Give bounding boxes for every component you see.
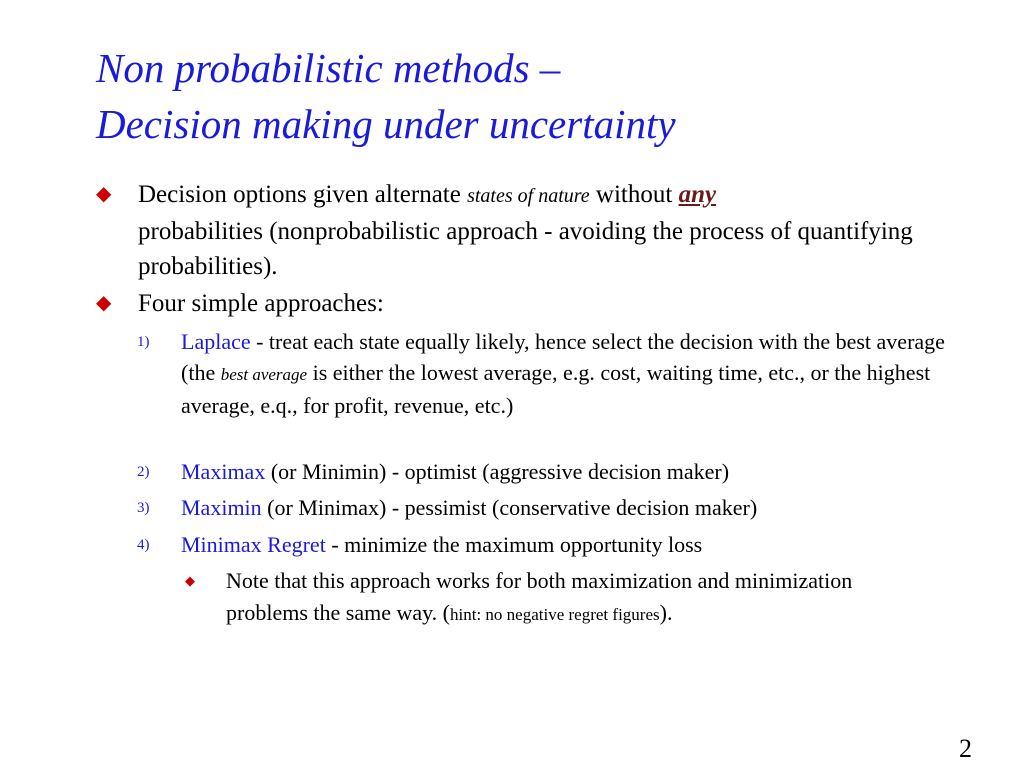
diamond-icon: ◆ — [185, 573, 195, 588]
any-emphasis: any — [678, 181, 717, 208]
list-item-maximax — [137, 456, 947, 487]
slide-title — [96, 40, 976, 152]
hint-text: hint: no negative regret figures — [450, 605, 660, 624]
bullet-text: Four simple approaches: — [138, 290, 384, 317]
title-line-2: Decision making under uncertainty — [96, 101, 676, 147]
best-average-term: best average — [220, 365, 308, 384]
list-item-laplace — [137, 326, 947, 421]
item-text: Minimax Regret - minimize the maximum opportunity loss — [181, 532, 703, 557]
approach-name: Minimax Regret — [181, 532, 326, 557]
page-number: 2 — [959, 734, 972, 763]
note-bullet — [185, 565, 905, 631]
item-text: Maximin (or Minimax) - pessimist (conservative decision maker) — [181, 495, 758, 520]
bullet-decision-options — [96, 177, 956, 284]
states-of-nature-term: states of nature — [467, 185, 590, 207]
item-number: 3) — [137, 500, 150, 516]
item-text: Maximax (or Minimin) - optimist (aggressive decision maker) — [181, 459, 730, 484]
bullet-four-approaches — [96, 286, 956, 321]
title-line-1: Non probabilistic methods – — [96, 45, 561, 91]
approach-name: Laplace — [181, 329, 251, 354]
item-number: 4) — [137, 537, 150, 553]
approach-name: Maximin — [181, 495, 262, 520]
diamond-icon: ◆ — [96, 292, 112, 314]
item-number: 2) — [137, 464, 150, 480]
approach-name: Maximax — [181, 459, 266, 484]
item-text: Laplace - treat each state equally likely, hence select the decision with the best average (the best average is either the lowest average, e.g. cost, waiting time, etc., or the highest average, e.q., for profit, revenue, etc.) — [181, 329, 945, 418]
diamond-icon: ◆ — [96, 183, 112, 205]
item-number: 1) — [137, 334, 150, 350]
list-item-maximin — [137, 492, 947, 523]
bullet-text: Decision options given alternate states of nature without any probabilities (nonprobabilistic approach - avoiding the process of quantifying probabilities). — [138, 181, 913, 280]
list-item-minimax-regret — [137, 529, 947, 560]
note-text: Note that this approach works for both maximization and minimization problems the same way. (hint: no negative regret figures). — [226, 568, 853, 625]
